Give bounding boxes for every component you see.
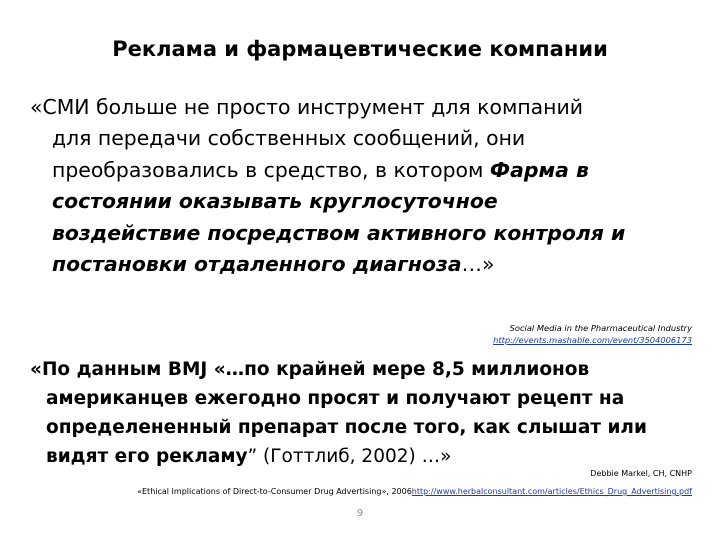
quote2-line-4-emphasis: видят его рекламу bbox=[46, 446, 248, 467]
citation1-title: Social Media in the Pharmaceutical Industry bbox=[509, 323, 692, 333]
quote1-line-4: состоянии оказывать круглосуточное bbox=[52, 189, 498, 214]
quote1-line-3-emphasis: Фарма в bbox=[489, 157, 589, 182]
citation2-source: «Ethical Implications of Direct-to-Consumer Drug Advertising», 2006 bbox=[137, 487, 412, 496]
citation2-author: Debbie Markel, CH, CNHP bbox=[590, 469, 692, 478]
quote2-line-3: определененный препарат после того, как слышат или bbox=[46, 417, 647, 438]
quote1-line-5: воздействие посредством активного контроля и bbox=[52, 220, 626, 245]
quote-bmj bbox=[30, 355, 700, 471]
page-number: 9 bbox=[356, 508, 364, 519]
quote1-line-6-emphasis: постановки отдаленного диагноза bbox=[52, 252, 462, 277]
citation2-link[interactable]: http://www.herbalconsultant.com/articles/Ethics_Drug_Advertising.pdf bbox=[411, 487, 692, 496]
quote1-line-3-text: преобразовались в средство, в котором bbox=[52, 157, 490, 182]
quote2-line-4-end: ” (Готтлиб, 2002) …» bbox=[247, 446, 452, 467]
quote1-line-6-end: …» bbox=[461, 252, 495, 277]
slide-title: Реклама и фармацевтические компании bbox=[112, 37, 608, 61]
quote1-line-6 bbox=[30, 249, 700, 280]
citation2-source-line bbox=[137, 486, 692, 498]
citation-markel bbox=[137, 468, 692, 498]
quote1-line-2: для передачи собственных сообщений, они bbox=[52, 126, 526, 151]
quote2-line-4 bbox=[30, 442, 700, 471]
citation1-link[interactable]: http://events.mashable.com/event/3504006173 bbox=[493, 335, 692, 345]
quote1-line-1: «СМИ больше не просто инструмент для компаний bbox=[30, 95, 583, 119]
quote2-line-2: американцев ежегодно просят и получают рецепт на bbox=[46, 388, 625, 409]
citation-social-media bbox=[493, 322, 692, 346]
quote2-line-1: «По данным BMJ «…по крайней мере 8,5 миллионов bbox=[30, 359, 590, 380]
quote1-line-3 bbox=[30, 155, 700, 186]
quote-media-pharma bbox=[30, 92, 700, 280]
